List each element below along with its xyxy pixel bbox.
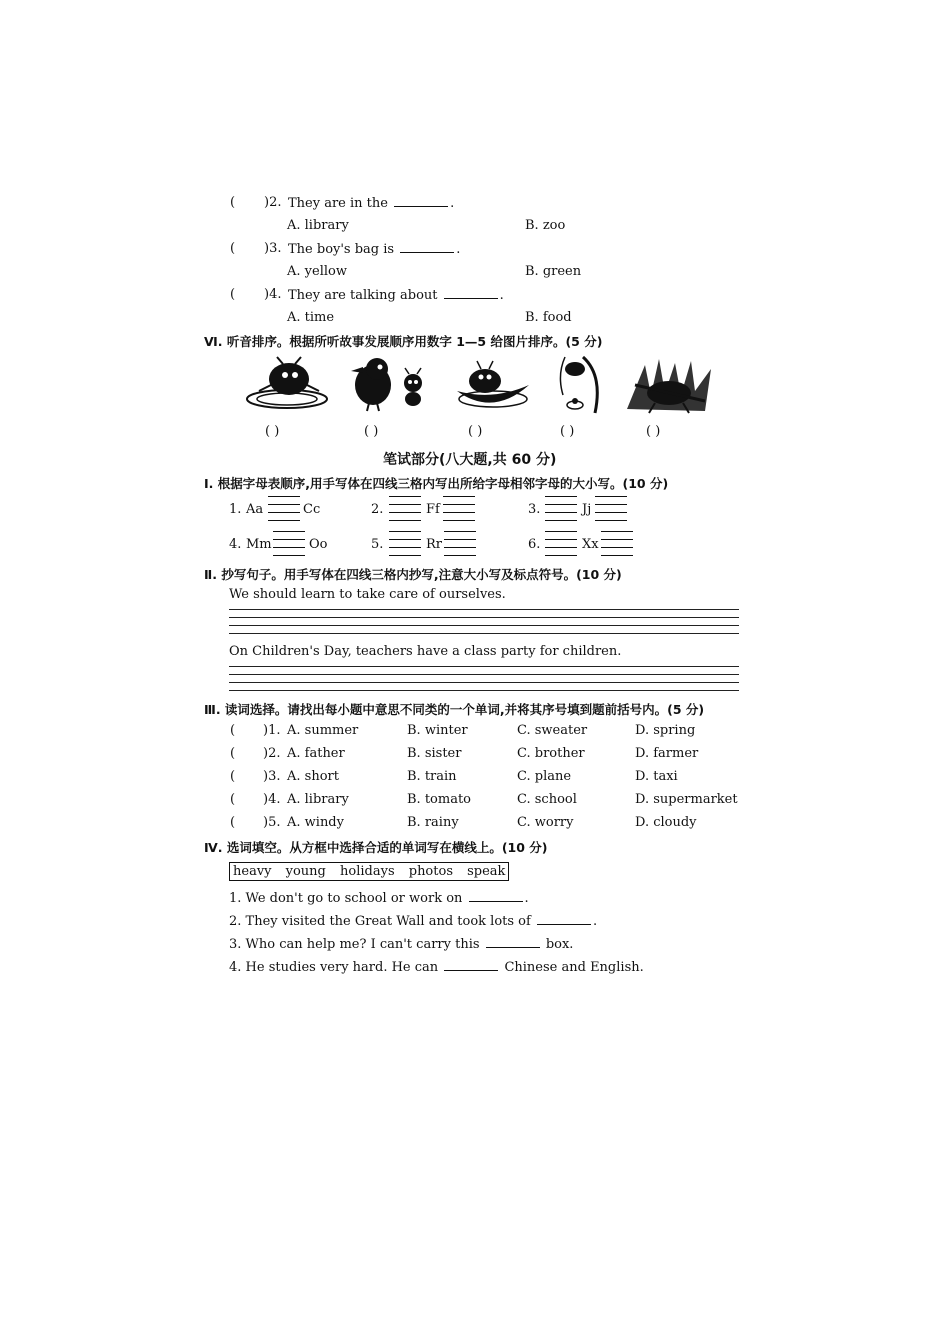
picture-order-bracket-2[interactable]: ( )	[364, 424, 379, 439]
fill-sentence-4: 4. He studies very hard. He can Chinese and English.	[229, 960, 644, 975]
answer-paren[interactable]: (	[230, 195, 236, 210]
fill-sentence-3: 3. Who can help me? I can't carry this box.	[229, 937, 574, 952]
option-c: C. school	[517, 792, 577, 807]
section-3-heading: Ⅲ. 读词选择。请找出每小题中意思不同类的一个单词,并将其序号填到题前括号内。(5 分)	[204, 702, 705, 717]
answer-blank[interactable]	[486, 936, 540, 948]
option-a: A. summer	[287, 723, 359, 738]
option-b: B. winter	[407, 723, 468, 738]
answer-blank[interactable]	[444, 287, 498, 299]
copy-sentence-1: We should learn to take care of ourselves.	[229, 587, 506, 602]
item-number: 5.	[371, 537, 384, 552]
letter-writing-lines[interactable]	[601, 531, 633, 555]
option-a: A. father	[287, 746, 345, 761]
option-b[interactable]: B. food	[525, 310, 572, 325]
item-number: 2.	[371, 502, 384, 517]
given-letters: Jj	[582, 502, 592, 517]
item-number: )2.	[263, 746, 281, 761]
answer-blank[interactable]	[394, 195, 448, 207]
item-number: 4.	[229, 537, 242, 552]
answer-paren[interactable]: (	[230, 287, 236, 302]
answer-blank[interactable]	[469, 890, 523, 902]
sentence-writing-lines[interactable]	[229, 666, 739, 690]
copy-sentence-2: On Children's Day, teachers have a class party for children.	[229, 644, 622, 659]
bird-and-ant-picture	[343, 355, 433, 415]
section-6-heading: Ⅵ. 听音排序。根据所听故事发展顺序用数字 1—5 给图片排序。(5 分)	[204, 334, 603, 349]
answer-paren[interactable]: (	[230, 792, 236, 807]
section-1-heading: Ⅰ. 根据字母表顺序,用手写体在四线三格内写出所给字母相邻字母的大小写。(10 分)	[204, 476, 669, 491]
option-a[interactable]: A. library	[287, 218, 349, 233]
item-stem: The boy's bag is .	[288, 242, 461, 257]
picture-order-bracket-5[interactable]: ( )	[646, 424, 661, 439]
option-c: C. worry	[517, 815, 574, 830]
letter-writing-lines[interactable]	[389, 496, 421, 520]
option-a: A. library	[287, 792, 349, 807]
option-d: D. taxi	[635, 769, 678, 784]
answer-paren[interactable]: (	[230, 769, 236, 784]
option-b: B. sister	[407, 746, 462, 761]
option-b[interactable]: B. green	[525, 264, 582, 279]
fill-sentence-1: 1. We don't go to school or work on .	[229, 891, 529, 906]
option-a[interactable]: A. yellow	[287, 264, 347, 279]
answer-blank[interactable]	[537, 913, 591, 925]
bird-on-branch-picture	[553, 355, 608, 415]
option-a: A. windy	[287, 815, 344, 830]
option-b[interactable]: B. zoo	[525, 218, 566, 233]
sentence-writing-lines[interactable]	[229, 609, 739, 633]
option-d: D. cloudy	[635, 815, 697, 830]
option-b: B. rainy	[407, 815, 459, 830]
item-number: )3.	[263, 769, 281, 784]
item-number: )4.	[264, 287, 282, 302]
item-number: 6.	[528, 537, 541, 552]
letter-writing-lines[interactable]	[545, 496, 577, 520]
letter-writing-lines[interactable]	[545, 531, 577, 555]
answer-paren[interactable]: (	[230, 241, 236, 256]
letter-writing-lines[interactable]	[273, 531, 305, 555]
section-4-heading: Ⅳ. 选词填空。从方框中选择合适的单词写在横线上。(10 分)	[204, 840, 548, 855]
given-letters: Ff	[426, 502, 440, 517]
letter-writing-lines[interactable]	[389, 531, 421, 555]
answer-blank[interactable]	[400, 241, 454, 253]
section-2-heading: Ⅱ. 抄写句子。用手写体在四线三格内抄写,注意大小写及标点符号。(10 分)	[204, 567, 622, 582]
item-stem: They are talking about .	[288, 288, 504, 303]
given-letters: Oo	[309, 537, 328, 552]
ant-in-water-picture	[245, 355, 335, 415]
given-letters: Xx	[582, 537, 599, 552]
letter-writing-lines[interactable]	[443, 496, 475, 520]
picture-order-bracket-1[interactable]: ( )	[265, 424, 280, 439]
option-a: A. short	[287, 769, 339, 784]
letter-writing-lines[interactable]	[268, 496, 300, 520]
option-a[interactable]: A. time	[287, 310, 335, 325]
answer-paren[interactable]: (	[230, 723, 236, 738]
option-d: D. spring	[635, 723, 696, 738]
option-b: B. tomato	[407, 792, 471, 807]
option-b: B. train	[407, 769, 457, 784]
option-c: C. sweater	[517, 723, 588, 738]
word-bank-box: heavy young holidays photos speak	[229, 862, 509, 881]
given-letters: Aa	[246, 502, 264, 517]
item-number: )1.	[263, 723, 281, 738]
given-letters: Cc	[303, 502, 321, 517]
picture-order-bracket-4[interactable]: ( )	[560, 424, 575, 439]
item-number: )3.	[264, 241, 282, 256]
answer-paren[interactable]: (	[230, 815, 236, 830]
item-number: 3.	[528, 502, 541, 517]
fill-sentence-2: 2. They visited the Great Wall and took lots of .	[229, 914, 598, 929]
given-letters: Mm	[246, 537, 272, 552]
item-stem: They are in the .	[288, 196, 455, 211]
letter-writing-lines[interactable]	[595, 496, 627, 520]
ant-on-leaf-picture	[453, 355, 533, 415]
given-letters: Rr	[426, 537, 443, 552]
letter-writing-lines[interactable]	[444, 531, 476, 555]
option-d: D. farmer	[635, 746, 699, 761]
option-c: C. brother	[517, 746, 585, 761]
option-c: C. plane	[517, 769, 572, 784]
answer-paren[interactable]: (	[230, 746, 236, 761]
option-d: D. supermarket	[635, 792, 738, 807]
item-number: )2.	[264, 195, 282, 210]
written-part-title: 笔试部分(八大题,共 60 分)	[383, 452, 557, 468]
item-number: 1.	[229, 502, 242, 517]
hunter-in-grass-picture	[625, 355, 715, 415]
item-number: )4.	[263, 792, 281, 807]
picture-order-bracket-3[interactable]: ( )	[468, 424, 483, 439]
answer-blank[interactable]	[444, 959, 498, 971]
item-number: )5.	[263, 815, 281, 830]
